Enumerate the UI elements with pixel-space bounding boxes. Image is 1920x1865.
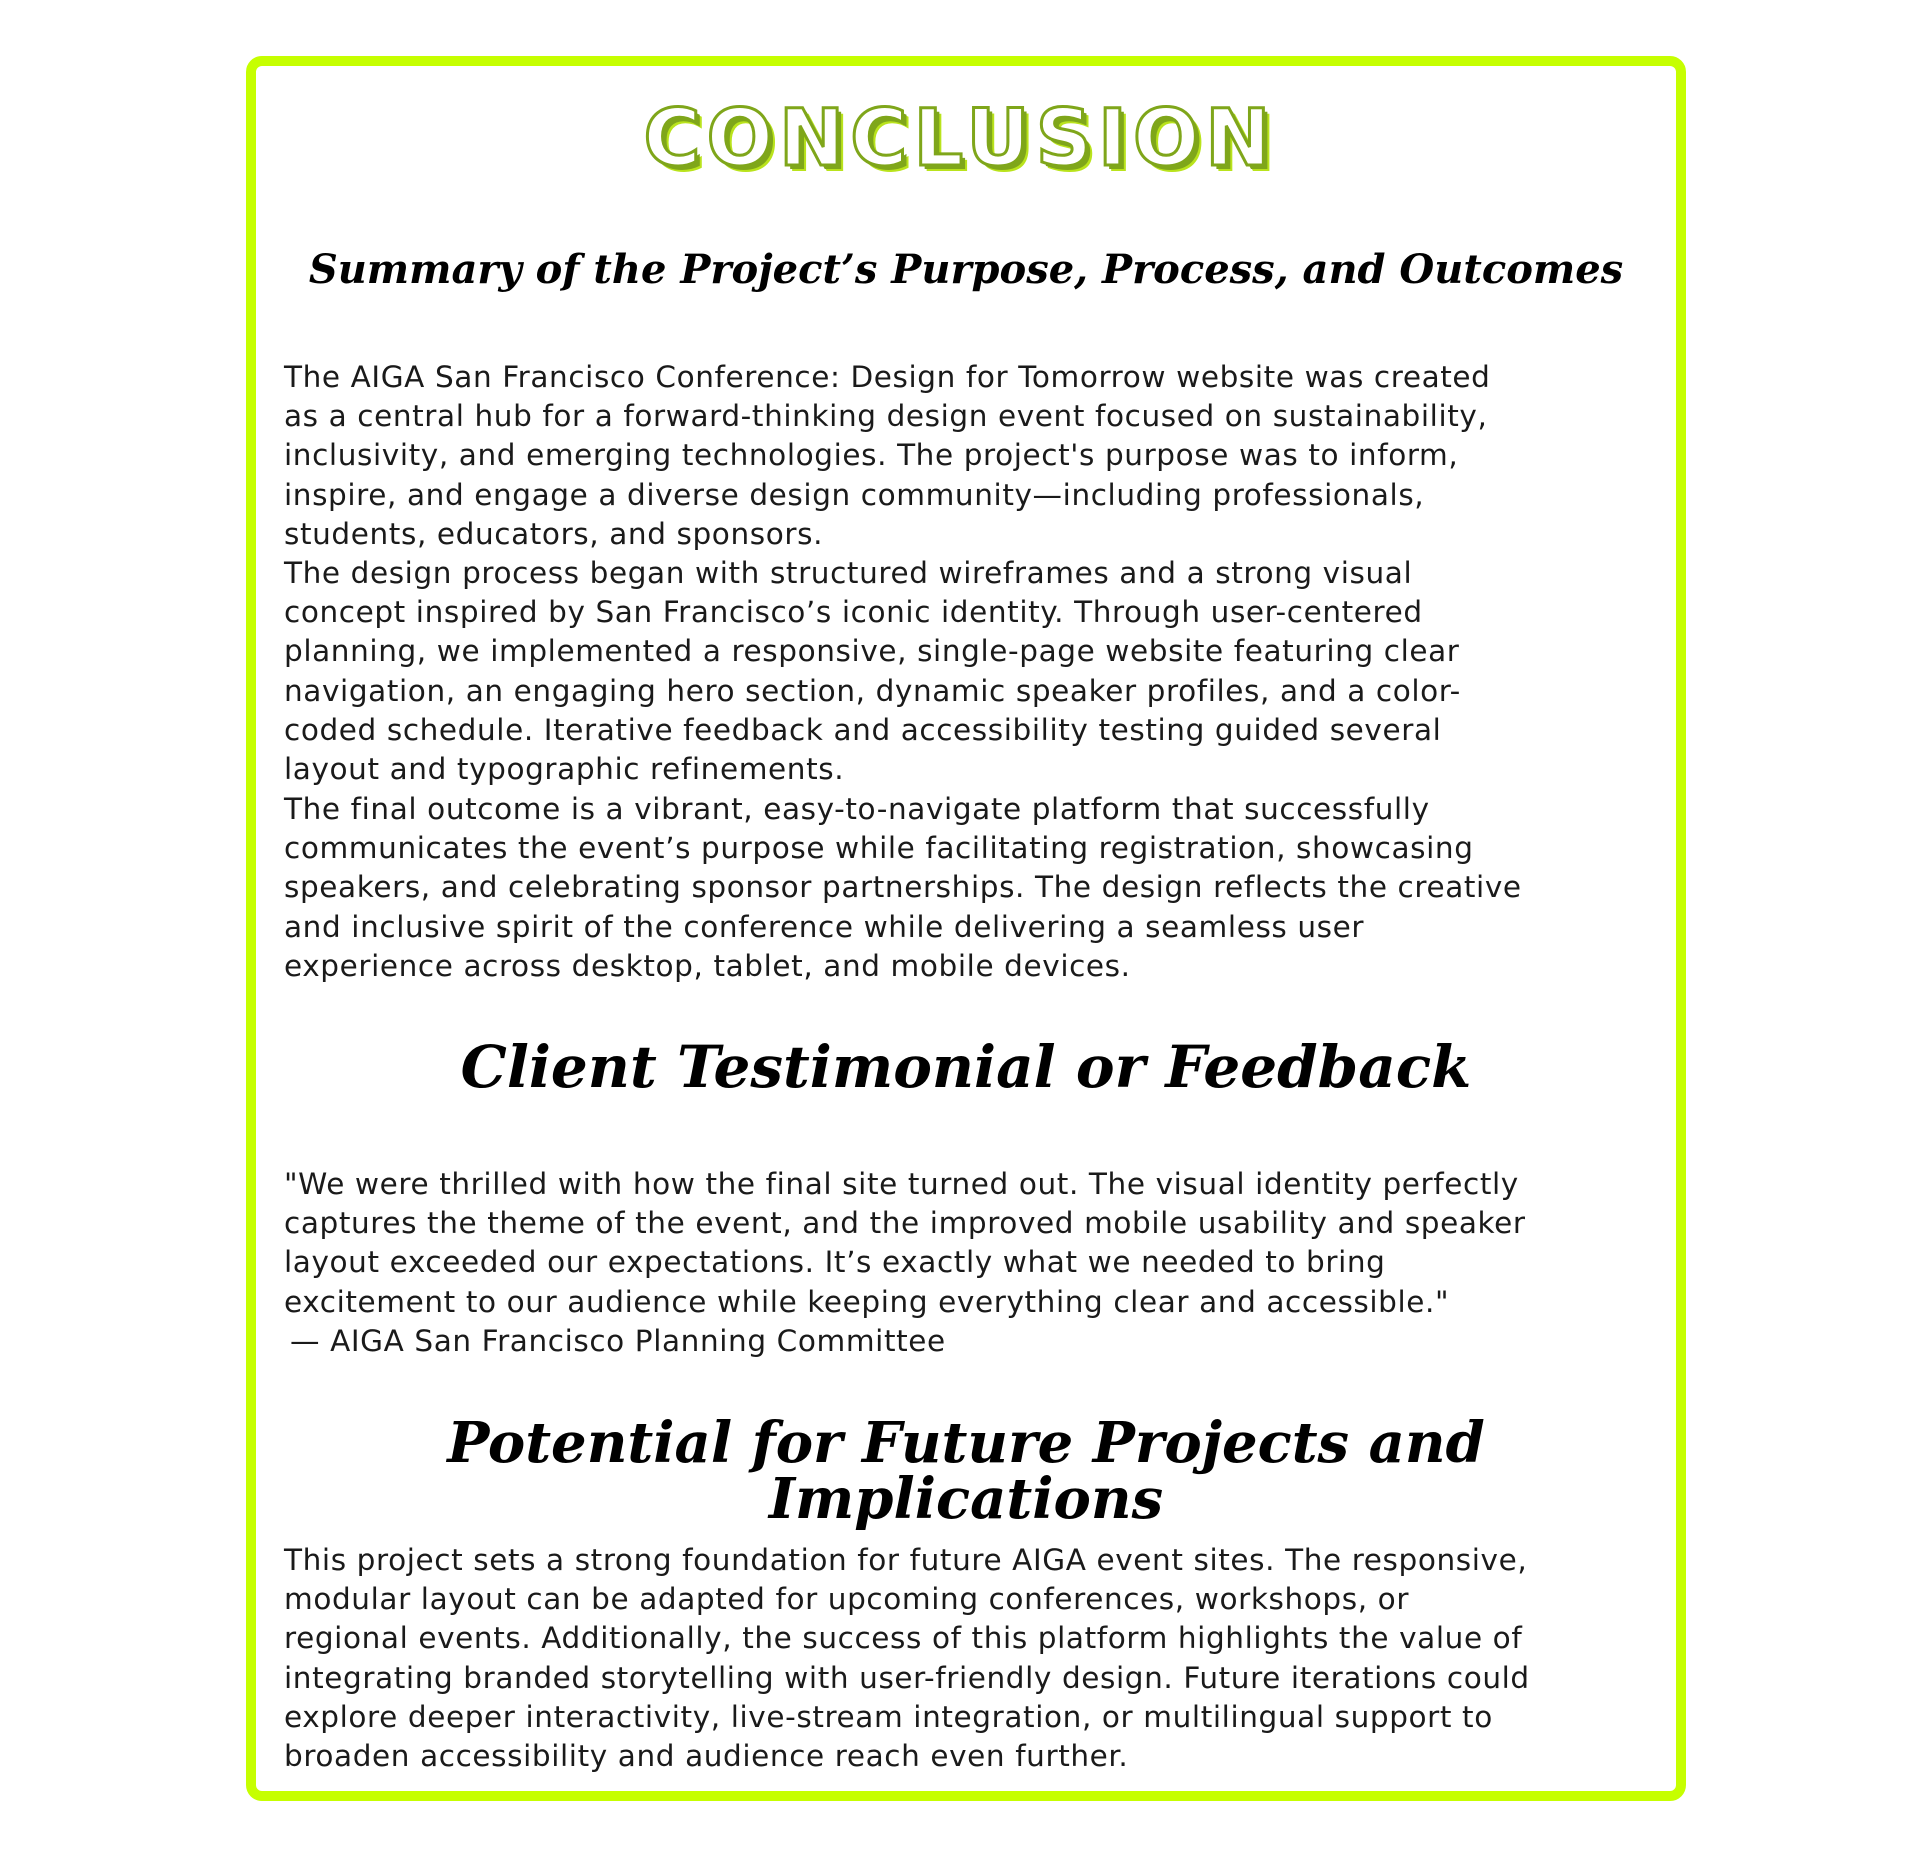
summary-paragraph-process: The design process began with structured wireframes and a strong visual concept inspired by San Francisco’s iconic identity. Through user-centered planning, we implemented a responsive, single-page website featuring clear navigation, an engaging hero section, dynamic speaker profiles, and a color- coded schedule. Iterative feedback and accessibility testing guided several layout and typographic refinements. [284,556,1461,787]
future-paragraph: This project sets a strong foundation for future AIGA event sites. The responsive, modular layout can be adapted for upcoming conferences, workshops, or regional events. Additionally, the success of this platform highlights the value of integrating branded storytelling with user-friendly design. Future iterations could explore deeper interactivity, live-stream integration, or multilingual support to broaden accessibility and audience reach even further. [284,1543,1530,1774]
testimonial-attribution: — AIGA San Francisco Planning Committee [290,1324,946,1358]
testimonial-heading: Client Testimonial or Feedback [460,1033,1472,1101]
summary-paragraph-purpose: The AIGA San Francisco Conference: Design for Tomorrow website was created as a central hub for a forward-thinking design event focused on sustainability, inclusivity, and emerging technologies. The project's purpose was to inform, inspire, and engage a diverse design community—including professionals, students, educators, and sponsors. [284,360,1491,551]
page-title: CONCLUSION [643,94,1277,184]
summary-heading: Summary of the Project’s Purpose, Process, and Outcomes [308,246,1624,293]
testimonial-quote: "We were thrilled with how the final site turned out. The visual identity perfectly captures the theme of the event, and the improved mobile usability and speaker layout exceeded our expectations. It’s exactly what we needed to bring excitement to our audience while keeping everything clear and accessible." [284,1167,1526,1319]
summary-paragraph-outcome: The final outcome is a vibrant, easy-to-navigate platform that successfully communicates the event’s purpose while facilitating registration, showcasing speakers, and celebrating sponsor partnerships. The design reflects the creative and inclusive spirit of the conference while delivering a seamless user experience across desktop, tablet, and mobile devices. [284,792,1522,983]
future-heading: Potential for Future Projects and Implications [447,1410,1485,1532]
